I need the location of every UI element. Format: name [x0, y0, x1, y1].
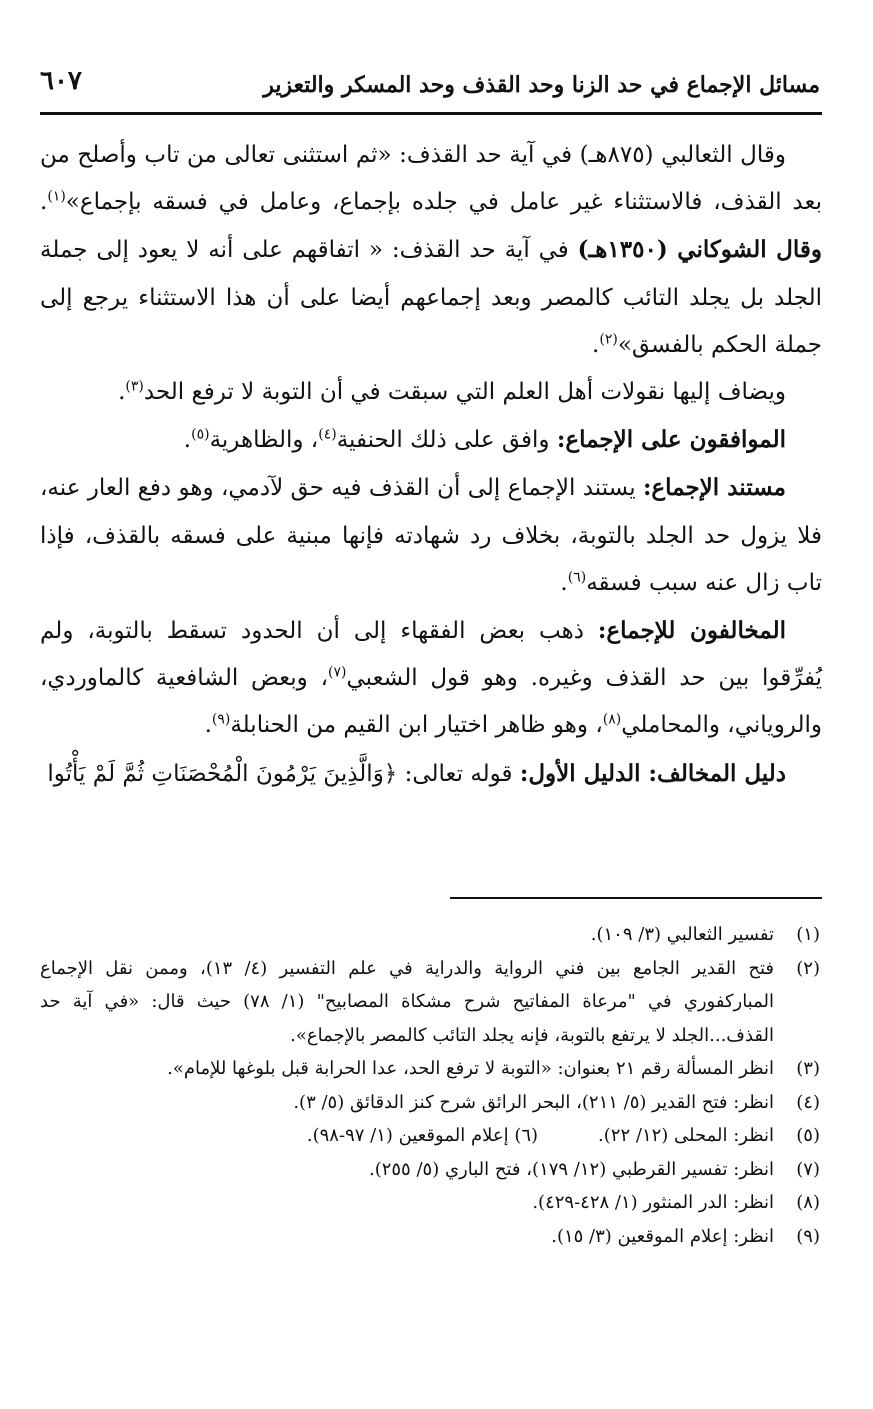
footnote-reference: (٨) — [602, 711, 622, 728]
footnote-text: انظر: المحلى (١٢/ ٢٢). — [598, 1125, 774, 1146]
body-paragraph — [40, 464, 822, 607]
header-rule — [40, 112, 822, 115]
body-paragraph — [40, 607, 822, 750]
bold-heading: الموافقون على الإجماع: — [556, 426, 786, 454]
paragraph-text: . — [204, 712, 212, 739]
footnote-number: (٦) — [508, 1125, 539, 1146]
footnote — [40, 1086, 820, 1120]
footnote-reference: (٦) — [567, 569, 587, 586]
footnote-text: تفسير الثعالبي (٣/ ١٠٩). — [590, 924, 774, 945]
paragraph-text: ذهب بعض الفقهاء إلى أن الحدود تسقط بالتوبة، ولم يُفرِّقوا بين حد القذف وغيره. وهو قول الشعبي — [40, 618, 822, 692]
paragraph-text: ، والظاهرية — [209, 427, 319, 454]
paragraph-text: وقال الثعالبي (٨٧٥هـ) في آية حد القذف: «ثم استثنى تعالى من تاب وأصلح من بعد القذف، فالاستثناء غير عامل في جلده بإجماع، وعامل في فسقه بإجماع» — [40, 142, 823, 216]
page-header — [40, 62, 820, 110]
footnote-number: (٩) — [796, 1225, 820, 1247]
footnote-number: (٥) — [796, 1125, 820, 1146]
paragraph-text: . — [183, 427, 192, 454]
footnote-number: (٨) — [796, 1192, 820, 1213]
footnote-reference: (٩) — [211, 711, 231, 728]
paragraph-text: . — [40, 189, 48, 216]
footnote-text: انظر: إعلام الموقعين (٣/ ١٥). — [551, 1225, 774, 1247]
footnote-text: انظر: فتح القدير (٥/ ٢١١)، البحر الرائق شرح كنز الدقائق (٥/ ٣). — [293, 1091, 774, 1113]
bold-heading: المخالفون للإجماع: — [597, 617, 786, 645]
body-text — [40, 132, 822, 798]
footnote-number: (٧) — [796, 1158, 820, 1180]
body-paragraph — [40, 416, 822, 464]
footnote-text: فتح القدير الجامع بين فني الرواية والدراية في علم التفسير (٤/ ١٣)، وممن نقل الإجماع المباركفوري في "مرعاة المفاتيح شرح مشكاة المصابيح" (١/ ٧٨) حيث قال: «في آية حد القذف...الجلد لا يرتفع بالتوبة، فإنه يجلد التائب كالمصر بالإجماع». — [40, 957, 775, 1046]
running-title: مسائل الإجماع في حد الزنا وحد القذف وحد المسكر والتعزير — [263, 72, 820, 98]
footnote — [40, 1186, 820, 1220]
footnote-second — [307, 1125, 538, 1146]
footnote-number: (٢) — [796, 957, 820, 979]
body-paragraph — [40, 132, 822, 369]
footnote-reference: (٥) — [191, 426, 210, 443]
footnote — [40, 1153, 820, 1187]
body-paragraph — [40, 750, 822, 798]
paragraph-text: ، وبعض الشافعية كالماوردي، والروياني، والمحاملي — [40, 665, 822, 739]
footnote-text: انظر: الدر المنثور (١/ ٤٢٨-٤٢٩). — [532, 1192, 774, 1213]
footnote-number: (١) — [796, 924, 820, 945]
paragraph-text: قوله تعالى: ﴿وَالَّذِينَ يَرْمُونَ الْمُحْصَنَاتِ ثُمَّ لَمْ يَأْتُوا — [47, 760, 520, 787]
footnote-number: (٤) — [796, 1091, 820, 1113]
paragraph-text: يستند الإجماع إلى أن القذف فيه حق لآدمي، وهو دفع العار عنه، فلا يزول حد الجلد بالتوبة، بخلاف رد شهادته فإنها مبنية على فسقه بالقذف، فإذا تاب زال عنه سبب فسقه — [40, 475, 822, 596]
footnote — [40, 1052, 820, 1086]
paragraph-text: . — [560, 569, 568, 596]
footnote-number: (٣) — [796, 1058, 820, 1079]
paragraph-text: في آية حد القذف: « اتفاقهم على أنه لا يعود إلى جملة الجلد بل يجلد التائب كالمصر وبعد إجماعهم أيضا على أن هذا الاستثناء يرجع إلى جملة الحكم بالفسق» — [40, 237, 822, 358]
footnote — [40, 918, 820, 952]
paragraph-text: ، وهو ظاهر اختيار ابن القيم من الحنابلة — [230, 712, 603, 739]
paragraph-text: ويضاف إليها نقولات أهل العلم التي سبقت في أن التوبة لا ترفع الحد — [143, 379, 786, 406]
bold-heading: مستند الإجماع: — [642, 474, 786, 502]
paragraph-text: . — [118, 379, 126, 406]
page-number: ٦٠٧ — [40, 66, 82, 96]
body-paragraph — [40, 369, 822, 416]
footnote — [40, 1119, 820, 1153]
footnote-text: انظر المسألة رقم ٢١ بعنوان: «التوبة لا ترفع الحد، عدا الحرابة قبل بلوغها للإمام». — [167, 1058, 774, 1079]
footnote-reference: (٢) — [599, 331, 618, 348]
footnote-text: انظر: تفسير القرطبي (١٢/ ١٧٩)، فتح الباري (٥/ ٢٥٥). — [368, 1158, 774, 1180]
bold-heading: وقال الشوكاني (١٣٥٠هـ) — [577, 236, 822, 264]
footnote-reference: (٤) — [318, 426, 337, 443]
footnote-text: إعلام الموقعين (١/ ٩٧-٩٨). — [306, 1125, 509, 1146]
bold-heading: دليل المخالف: الدليل الأول: — [519, 759, 786, 787]
footnote-reference: (٧) — [328, 664, 347, 681]
footnote-reference: (٣) — [125, 378, 144, 395]
paragraph-text: . — [592, 331, 600, 358]
footnote-reference: (١) — [47, 188, 66, 205]
footnote-rule — [450, 897, 822, 899]
footnotes — [40, 918, 820, 1253]
paragraph-text: وافق على ذلك الحنفية — [336, 427, 557, 454]
footnote — [40, 1220, 820, 1254]
footnote — [40, 952, 820, 1053]
